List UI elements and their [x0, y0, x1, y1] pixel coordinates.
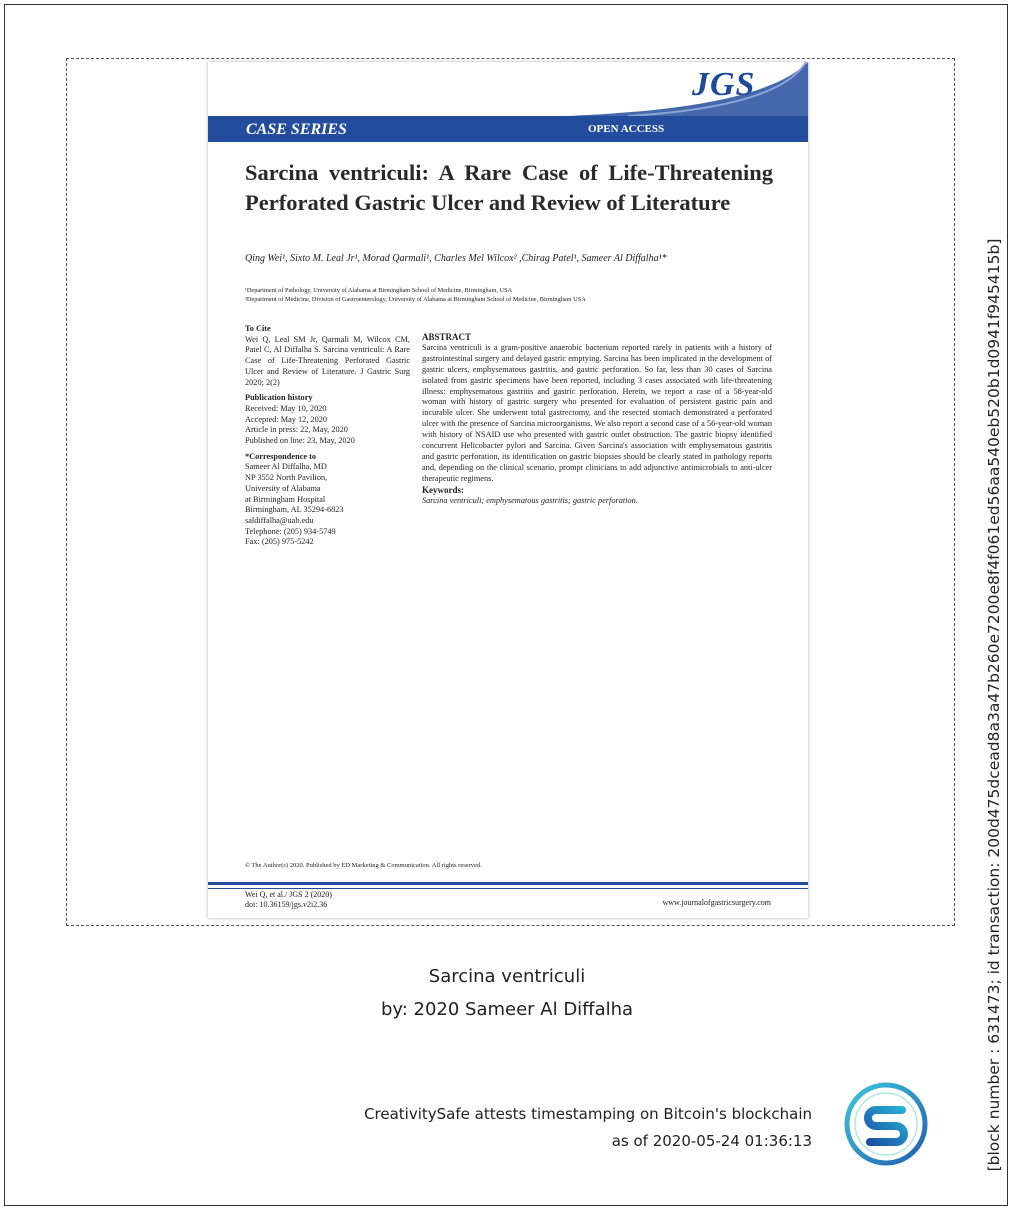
- keywords-heading: Keywords:: [422, 484, 464, 495]
- attestation-line-1: CreativitySafe attests timestamping on Bitcoin's blockchain: [364, 1105, 812, 1123]
- journal-website: www.journalofgastricsurgery.com: [662, 898, 771, 907]
- correspondence-heading: *Correspondence to: [245, 451, 317, 461]
- footer-rule-thin: [208, 888, 808, 889]
- to-cite-text: Wei Q, Leal SM Jr, Qarmali M, Wilcox CM, Patel C, Al Diffalha S. Sarcina ventriculi: A Rare Case of Life-Threatening Perforated Gastric Ulcer and Review of Literature. J Gastric Surg 2020; 2(2): [245, 334, 410, 387]
- history-item: Accepted: May 12, 2020: [245, 414, 328, 424]
- work-title: Sarcina ventriculi: [428, 966, 586, 987]
- journal-logo: JGS: [692, 66, 756, 103]
- attestation-timestamp: as of 2020-05-24 01:36:13: [611, 1132, 812, 1150]
- abstract-section: [422, 332, 772, 507]
- correspondence-line: NP 3552 North Pavilion,: [245, 473, 328, 483]
- article-first-page: [208, 62, 808, 918]
- blockchain-block-info: [block number : 631473; id transaction: 200d475dcead8a3a47b260e7200e8f4f061ed56aa540eb520b1d0941f945415b]: [985, 238, 1003, 1172]
- history-heading: Publication history: [245, 393, 313, 403]
- abstract-heading: ABSTRACT: [422, 332, 472, 342]
- article-sidebar: [245, 324, 410, 553]
- abstract-text: Sarcina ventriculi is a gram-positive anaerobic bacterium reported rarely in patients with a history of gastrointestinal surgery and delayed gastric emptying. Sarcina has been implicated in the development of gastric ulcers, emphysematous gastritis, and gastric perforation. So far, less than 30 cases of Sarcina isolated from gastric specimens have been reported, including 3 cases associated with life-threatening illness: emphysematous gastritis and gastric perforation. Herein, we report a case of a 58-year-old woman with history of gastric surgery who presented for evaluation of persistent gastric pain and incurable ulcer. She underwent total gastrectomy, and the resected stomach demonstrated a perforated ulcer with the presence of Sarcina microorganisms. We also report a second case of a 56-year-old woman with history of NSAID use who presented with gastric outlet obstruction. The gastric biopsy identified concurrent Helicobacter pylori and Sarcina. Given Sarcina's association with emphysematous gastritis and gastric perforation, its identification on gastric biopsies should be clearly stated in pathology reports and, depending on the clinical scenario, prompt clinicians to add adjunctive antimicrobials to anti-ulcer therapeutic regimens.: [422, 342, 772, 483]
- footer-doi: doi: 10.36159/jgs.v2i2.36: [245, 900, 328, 909]
- history-item: Received: May 10, 2020: [245, 403, 327, 413]
- open-access-label: OPEN ACCESS: [588, 123, 665, 135]
- correspondence-line: at Birmingham Hospital: [245, 494, 326, 504]
- correspondence-email: saldiffalha@uab.edu: [245, 515, 314, 525]
- work-byline: by: 2020 Sameer Al Diffalha: [380, 999, 634, 1020]
- correspondence-line: Fax: (205) 975-5242: [245, 537, 314, 547]
- history-item: Published on line: 23, May, 2020: [245, 436, 355, 446]
- history-item: Article in press: 22, May, 2020: [245, 425, 348, 435]
- attestation-text: [364, 1101, 812, 1155]
- section-label: CASE SERIES: [246, 121, 347, 138]
- correspondence-line: Telephone: (205) 934-5749: [245, 526, 336, 536]
- footer-cite-line: Wei Q, et al./ JGS 2 (2020): [245, 890, 332, 899]
- correspondence-line: Birmingham, AL 35294-6823: [245, 505, 344, 515]
- correspondence-line: Sameer Al Diffalha, MD: [245, 462, 327, 472]
- footer-citation: [245, 890, 332, 910]
- affiliation-1: ¹Department of Pathology, University of Alabama at Birmingham School of Medicine, Birmingham, USA: [245, 287, 513, 294]
- creativitysafe-s-logo-icon: [842, 1080, 930, 1168]
- footer-rule: [208, 882, 808, 885]
- keywords-text: Sarcina ventriculi; emphysematous gastritis; gastric perforation.: [422, 495, 638, 505]
- article-title: Sarcina ventriculi: A Rare Case of Life-Threatening Perforated Gastric Ulcer and Review of Literature: [245, 160, 773, 215]
- to-cite-heading: To Cite: [245, 324, 271, 333]
- affiliation-2: ²Department of Medicine, Division of Gastroenterology, University of Alabama at Birmingham School of Medicine, Birmingham USA: [245, 296, 586, 303]
- copyright-notice: © The Author(s) 2020. Published by ED Marketing & Communication. All rights reserved.: [245, 862, 482, 869]
- article-authors: Qing Wei¹, Sixto M. Leal Jr¹, Morad Qarmali¹, Charles Mel Wilcox² ,Chirag Patel¹, Sameer Al Diffalha¹*: [245, 253, 667, 264]
- correspondence-line: University of Alabama: [245, 483, 321, 493]
- affiliations: [245, 286, 586, 304]
